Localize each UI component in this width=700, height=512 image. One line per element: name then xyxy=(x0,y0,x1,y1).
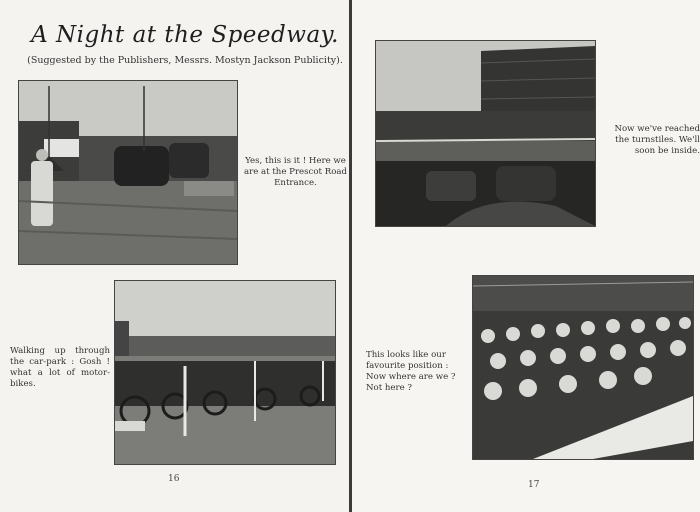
photo-turnstiles xyxy=(375,40,596,227)
page-number-right: 17 xyxy=(528,480,540,490)
caption-entrance: Yes, this is it ! Here we are at the Prescot Road Entrance. xyxy=(244,156,347,188)
caption-turnstiles: Now we've reached the turnstiles. We'll soon be inside. xyxy=(614,124,700,156)
page-title: A Night at the Speedway. xyxy=(31,22,339,48)
photo-entrance xyxy=(18,80,238,265)
book-spine xyxy=(349,0,352,512)
page-number-left: 16 xyxy=(168,474,180,484)
caption-position: This looks like our favourite position : Now where are we ? Not here ? xyxy=(366,350,456,393)
photo-crowd xyxy=(472,275,694,460)
photo-carpark xyxy=(114,280,336,465)
caption-carpark: Walking up through the car-park : Gosh ! what a lot of motor-bikes. xyxy=(10,346,110,389)
page-subtitle: (Suggested by the Publishers, Messrs. Mostyn Jackson Publicity). xyxy=(27,55,343,66)
